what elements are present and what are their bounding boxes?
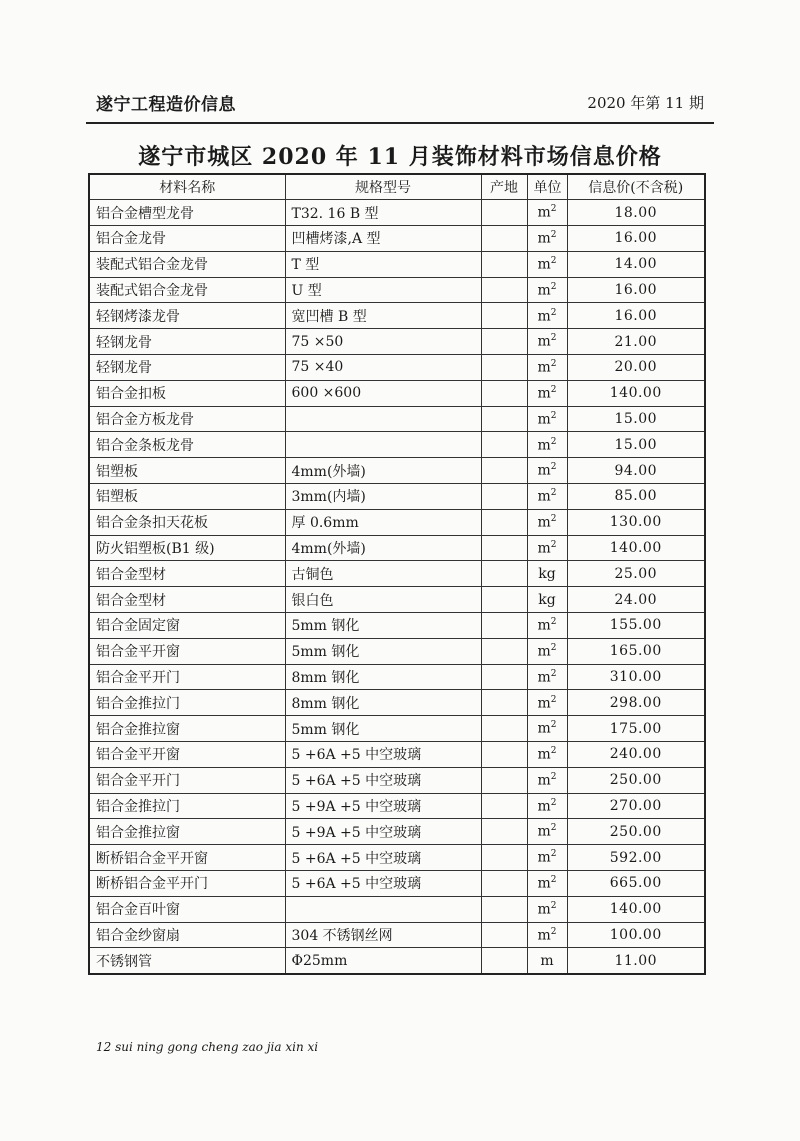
table-header-row [89, 174, 705, 200]
unit-cell [527, 922, 567, 948]
origin-cell [481, 845, 527, 871]
material-name-cell: 铝合金百叶窗 [89, 896, 285, 922]
unit-cell [527, 380, 567, 406]
spec-cell: 5mm 钢化 [285, 613, 481, 639]
price-cell: 175.00 [567, 716, 705, 742]
table-row [89, 561, 705, 587]
price-cell: 250.00 [567, 819, 705, 845]
material-name-cell: 铝合金纱窗扇 [89, 922, 285, 948]
price-cell: 11.00 [567, 948, 705, 974]
unit-exponent: 2 [550, 488, 557, 499]
header-divider [86, 122, 714, 124]
material-name-cell: 铝塑板 [89, 484, 285, 510]
table-row [89, 922, 705, 948]
price-cell: 592.00 [567, 845, 705, 871]
unit-base: m [537, 617, 551, 634]
unit-cell [527, 535, 567, 561]
material-name-cell: 轻钢烤漆龙骨 [89, 303, 285, 329]
unit-cell [527, 793, 567, 819]
unit-base: m [537, 669, 551, 686]
origin-cell [481, 484, 527, 510]
spec-cell [285, 432, 481, 458]
material-name-cell: 铝合金型材 [89, 561, 285, 587]
material-name-cell: 铝合金固定窗 [89, 613, 285, 639]
price-cell: 15.00 [567, 406, 705, 432]
unit-base: m [537, 746, 551, 763]
unit-base: m [537, 643, 551, 660]
price-cell: 240.00 [567, 742, 705, 768]
table-row [89, 329, 705, 355]
table-row [89, 587, 705, 613]
unit-base: m [537, 359, 551, 376]
spec-cell: 5 +6A +5 中空玻璃 [285, 871, 481, 897]
table-row [89, 871, 705, 897]
origin-cell [481, 896, 527, 922]
unit-exponent: 2 [550, 281, 557, 292]
price-cell: 25.00 [567, 561, 705, 587]
origin-cell [481, 638, 527, 664]
material-name-cell: 铝合金推拉窗 [89, 819, 285, 845]
unit-exponent: 2 [550, 384, 557, 395]
unit-cell [527, 742, 567, 768]
origin-cell [481, 329, 527, 355]
unit-cell [527, 845, 567, 871]
spec-cell: 5 +6A +5 中空玻璃 [285, 742, 481, 768]
unit-cell [527, 613, 567, 639]
table-row [89, 484, 705, 510]
unit-base: m [537, 282, 551, 299]
column-header-spec: 规格型号 [285, 174, 481, 200]
unit-cell [527, 638, 567, 664]
unit-base: m [537, 462, 551, 479]
unit-base: m [537, 308, 551, 325]
unit-base: m [540, 952, 554, 969]
spec-cell: 厚 0.6mm [285, 509, 481, 535]
unit-base: m [537, 411, 551, 428]
price-cell: 15.00 [567, 432, 705, 458]
material-name-cell: 铝合金平开窗 [89, 742, 285, 768]
unit-exponent: 2 [550, 849, 557, 860]
origin-cell [481, 690, 527, 716]
unit-base: m [537, 334, 551, 350]
unit-base: kg [538, 591, 556, 608]
unit-cell [527, 509, 567, 535]
spec-cell: T32. 16 B 型 [285, 200, 481, 226]
table-row [89, 277, 705, 303]
price-cell: 16.00 [567, 303, 705, 329]
price-cell: 165.00 [567, 638, 705, 664]
issue-label: 2020 年第 11 期 [587, 94, 704, 112]
material-name-cell: 铝合金方板龙骨 [89, 406, 285, 432]
price-cell: 310.00 [567, 664, 705, 690]
material-name-cell: 铝合金条扣天花板 [89, 509, 285, 535]
unit-cell [527, 948, 567, 974]
table-row [89, 406, 705, 432]
material-name-cell: 铝合金推拉门 [89, 690, 285, 716]
origin-cell [481, 871, 527, 897]
table-row [89, 767, 705, 793]
material-name-cell: 装配式铝合金龙骨 [89, 251, 285, 277]
origin-cell [481, 406, 527, 432]
origin-cell [481, 458, 527, 484]
price-cell: 130.00 [567, 509, 705, 535]
material-name-cell: 铝合金龙骨 [89, 226, 285, 252]
unit-base: m [537, 927, 551, 944]
unit-exponent: 2 [550, 462, 557, 473]
spec-cell: 5 +6A +5 中空玻璃 [285, 845, 481, 871]
price-cell: 100.00 [567, 922, 705, 948]
material-name-cell: 不锈钢管 [89, 948, 285, 974]
unit-base: m [537, 798, 551, 815]
material-name-cell: 铝合金扣板 [89, 380, 285, 406]
origin-cell [481, 251, 527, 277]
unit-exponent: 2 [550, 359, 557, 370]
price-table [88, 173, 706, 975]
table-row [89, 200, 705, 226]
unit-base: m [537, 695, 551, 712]
table-row [89, 226, 705, 252]
origin-cell [481, 664, 527, 690]
table-row [89, 535, 705, 561]
table-row [89, 948, 705, 974]
unit-exponent: 2 [550, 900, 557, 911]
unit-base: m [537, 385, 551, 402]
price-cell: 140.00 [567, 380, 705, 406]
unit-exponent: 2 [550, 513, 557, 524]
price-cell: 250.00 [567, 767, 705, 793]
unit-cell [527, 303, 567, 329]
unit-base: m [537, 720, 551, 737]
price-cell: 24.00 [567, 587, 705, 613]
price-cell: 16.00 [567, 277, 705, 303]
material-name-cell: 装配式铝合金龙骨 [89, 277, 285, 303]
unit-exponent: 2 [550, 539, 557, 550]
unit-exponent: 2 [550, 617, 557, 628]
origin-cell [481, 819, 527, 845]
price-cell: 20.00 [567, 355, 705, 381]
unit-cell [527, 871, 567, 897]
origin-cell [481, 509, 527, 535]
unit-exponent: 2 [550, 746, 557, 757]
origin-cell [481, 716, 527, 742]
price-cell: 94.00 [567, 458, 705, 484]
unit-base: m [537, 205, 551, 222]
column-header-name: 材料名称 [89, 174, 285, 200]
unit-cell [527, 664, 567, 690]
unit-cell [527, 458, 567, 484]
unit-cell [527, 896, 567, 922]
unit-cell [527, 329, 567, 355]
unit-exponent: 2 [550, 642, 557, 653]
unit-exponent: 2 [550, 797, 557, 808]
price-cell: 155.00 [567, 613, 705, 639]
table-row [89, 793, 705, 819]
material-name-cell: 铝塑板 [89, 458, 285, 484]
spec-cell: 8mm 钢化 [285, 690, 481, 716]
origin-cell [481, 948, 527, 974]
unit-exponent: 2 [550, 436, 557, 447]
unit-exponent: 2 [550, 204, 557, 215]
origin-cell [481, 561, 527, 587]
material-name-cell: 轻钢龙骨 [89, 355, 285, 381]
table-row [89, 742, 705, 768]
price-cell: 140.00 [567, 535, 705, 561]
unit-exponent: 2 [550, 875, 557, 886]
spec-cell: 宽凹槽 B 型 [285, 303, 481, 329]
unit-exponent: 2 [550, 230, 557, 241]
unit-cell [527, 819, 567, 845]
unit-base: m [537, 540, 551, 557]
material-name-cell: 铝合金型材 [89, 587, 285, 613]
unit-cell [527, 226, 567, 252]
page-title: 遂宁市城区 2020 年 11 月装饰材料市场信息价格 [138, 144, 662, 170]
unit-cell [527, 767, 567, 793]
spec-cell: 5 +9A +5 中空玻璃 [285, 793, 481, 819]
unit-exponent: 2 [550, 771, 557, 782]
spec-cell: 5mm 钢化 [285, 638, 481, 664]
table-row [89, 380, 705, 406]
publication-name: 遂宁工程造价信息 [96, 95, 236, 115]
unit-exponent: 2 [550, 333, 557, 344]
origin-cell [481, 277, 527, 303]
unit-cell [527, 587, 567, 613]
table-row [89, 251, 705, 277]
unit-exponent: 2 [550, 668, 557, 679]
unit-base: m [537, 901, 551, 918]
unit-base: m [537, 437, 551, 454]
unit-cell [527, 690, 567, 716]
column-header-price: 信息价(不含税) [567, 174, 705, 200]
spec-cell: 5 +6A +5 中空玻璃 [285, 767, 481, 793]
material-name-cell: 铝合金平开门 [89, 767, 285, 793]
material-name-cell: 断桥铝合金平开门 [89, 871, 285, 897]
origin-cell [481, 922, 527, 948]
spec-cell: T 型 [285, 251, 481, 277]
origin-cell [481, 587, 527, 613]
unit-base: m [537, 514, 551, 531]
material-name-cell: 铝合金平开门 [89, 664, 285, 690]
unit-exponent: 2 [550, 694, 557, 705]
material-name-cell: 铝合金推拉窗 [89, 716, 285, 742]
spec-cell: 银白色 [285, 587, 481, 613]
origin-cell [481, 767, 527, 793]
price-cell: 16.00 [567, 226, 705, 252]
table-row [89, 509, 705, 535]
origin-cell [481, 535, 527, 561]
price-cell: 14.00 [567, 251, 705, 277]
unit-exponent: 2 [550, 720, 557, 731]
unit-cell [527, 277, 567, 303]
price-cell: 21.00 [567, 329, 705, 355]
table-row [89, 432, 705, 458]
column-header-unit: 单位 [527, 174, 567, 200]
origin-cell [481, 613, 527, 639]
price-cell: 298.00 [567, 690, 705, 716]
table-row [89, 664, 705, 690]
unit-cell [527, 200, 567, 226]
unit-exponent: 2 [550, 255, 557, 266]
spec-cell: 5mm 钢化 [285, 716, 481, 742]
unit-base: m [537, 230, 551, 247]
unit-base: kg [538, 565, 556, 582]
material-name-cell: 铝合金条板龙骨 [89, 432, 285, 458]
spec-cell: 4mm(外墙) [285, 535, 481, 561]
material-name-cell: 防火铝塑板(B1 级) [89, 535, 285, 561]
spec-cell: 凹槽烤漆,A 型 [285, 226, 481, 252]
unit-exponent: 2 [550, 926, 557, 937]
spec-cell: 8mm 钢化 [285, 664, 481, 690]
table-row [89, 458, 705, 484]
origin-cell [481, 355, 527, 381]
footer-page-label: 12 sui ning gong cheng zao jia xin xi [96, 1040, 319, 1054]
unit-cell [527, 406, 567, 432]
unit-cell [527, 251, 567, 277]
table-row [89, 303, 705, 329]
table-row [89, 819, 705, 845]
spec-cell: 75 ×50 [285, 329, 481, 355]
origin-cell [481, 303, 527, 329]
origin-cell [481, 380, 527, 406]
unit-base: m [537, 875, 551, 892]
unit-exponent: 2 [550, 307, 557, 318]
unit-base: m [537, 772, 551, 789]
unit-base: m [537, 488, 551, 505]
table-row [89, 896, 705, 922]
table-row [89, 845, 705, 871]
origin-cell [481, 793, 527, 819]
table-row [89, 716, 705, 742]
unit-exponent: 2 [550, 410, 557, 421]
unit-exponent: 2 [550, 823, 557, 834]
origin-cell [481, 200, 527, 226]
table-row [89, 355, 705, 381]
origin-cell [481, 432, 527, 458]
material-name-cell: 铝合金槽型龙骨 [89, 200, 285, 226]
table-body [89, 200, 705, 974]
table-row [89, 638, 705, 664]
spec-cell: 古铜色 [285, 561, 481, 587]
material-name-cell: 轻钢龙骨 [89, 329, 285, 355]
material-name-cell: 铝合金推拉门 [89, 793, 285, 819]
price-cell: 140.00 [567, 896, 705, 922]
unit-base: m [537, 256, 551, 273]
spec-cell: Φ25mm [285, 948, 481, 974]
price-cell: 665.00 [567, 871, 705, 897]
unit-cell [527, 716, 567, 742]
unit-cell [527, 484, 567, 510]
origin-cell [481, 226, 527, 252]
unit-base: m [537, 849, 551, 866]
spec-cell: 5 +9A +5 中空玻璃 [285, 819, 481, 845]
spec-cell: 304 不锈钢丝网 [285, 922, 481, 948]
spec-cell [285, 896, 481, 922]
spec-cell: U 型 [285, 277, 481, 303]
spec-cell: 3mm(内墙) [285, 484, 481, 510]
unit-cell [527, 561, 567, 587]
price-cell: 18.00 [567, 200, 705, 226]
column-header-origin: 产地 [481, 174, 527, 200]
unit-cell [527, 432, 567, 458]
spec-cell: 4mm(外墙) [285, 458, 481, 484]
table-row [89, 690, 705, 716]
table-row [89, 613, 705, 639]
spec-cell [285, 406, 481, 432]
material-name-cell: 断桥铝合金平开窗 [89, 845, 285, 871]
price-cell: 270.00 [567, 793, 705, 819]
price-cell: 85.00 [567, 484, 705, 510]
origin-cell [481, 742, 527, 768]
unit-base: m [537, 824, 551, 841]
spec-cell: 75 ×40 [285, 355, 481, 381]
material-name-cell: 铝合金平开窗 [89, 638, 285, 664]
unit-cell [527, 355, 567, 381]
spec-cell: 600 ×600 [285, 380, 481, 406]
